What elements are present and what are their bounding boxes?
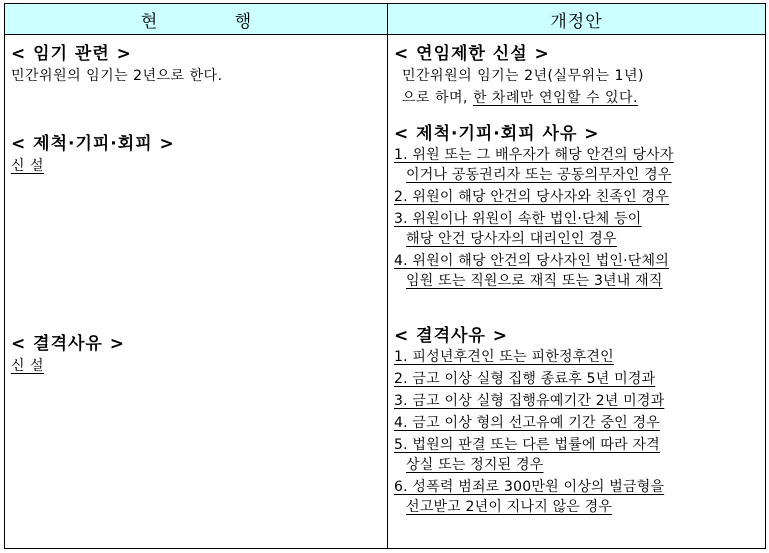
content-row bbox=[5, 35, 766, 549]
disqualification-item-line: 5. 법원의 판결 또는 다른 법률에 따라 자격 bbox=[394, 437, 660, 453]
current-term-section bbox=[11, 43, 383, 87]
revised-column bbox=[388, 35, 766, 549]
disqualification-item-line: 선고받고 2년이 지나지 않은 경우 bbox=[406, 499, 613, 515]
current-recusal-heading: < 제척·기피·회피 > bbox=[11, 134, 175, 154]
recusal-item-line: 해당 안건 당사자의 대리인인 경우 bbox=[406, 231, 617, 247]
current-disqualification-text: 신 설 bbox=[11, 358, 44, 374]
recusal-item-line: 1. 위원 또는 그 배우자가 해당 안건의 당사자 bbox=[394, 147, 674, 163]
disqualification-item bbox=[394, 477, 761, 517]
header-revised: 개정안 bbox=[388, 4, 766, 35]
revised-disqualification-heading: < 결격사유 > bbox=[394, 326, 509, 346]
current-term-text: 민간위원의 임기는 2년으로 한다. bbox=[11, 68, 223, 84]
recusal-item-line: 2. 위원이 해당 안건의 당사자와 친족인 경우 bbox=[394, 189, 669, 205]
header-current: 현 행 bbox=[5, 4, 388, 35]
recusal-item-line: 4. 위원이 해당 안건의 당사자인 법인·단체의 bbox=[394, 253, 669, 269]
comparison-table bbox=[4, 3, 766, 549]
current-disqualification-section bbox=[11, 333, 383, 377]
disqualification-item-line: 2. 금고 이상 실형 집행 종료후 5년 미경과 bbox=[394, 371, 656, 387]
current-disqualification-heading: < 결격사유 > bbox=[11, 334, 126, 354]
disqualification-item bbox=[394, 369, 761, 389]
disqualification-item bbox=[394, 347, 761, 367]
revised-disqualification-section bbox=[394, 325, 761, 519]
revised-term-line1: 민간위원의 임기는 2년(실무위는 1년) bbox=[402, 68, 644, 84]
disqualification-item-line: 3. 금고 이상 실형 집행유예기간 2년 미경과 bbox=[394, 393, 665, 409]
recusal-item bbox=[394, 187, 761, 207]
recusal-item-line: 임원 또는 직원으로 재직 또는 3년내 재직 bbox=[406, 273, 663, 289]
disqualification-item bbox=[394, 391, 761, 411]
disqualification-item bbox=[394, 413, 761, 433]
revised-term-line2 bbox=[394, 87, 761, 109]
revised-term-heading: < 연임제한 신설 > bbox=[394, 44, 550, 64]
disqualification-item bbox=[394, 435, 761, 475]
recusal-item-line: 3. 위원이나 위원이 속한 법인·단체 등이 bbox=[394, 211, 642, 227]
current-recusal-text: 신 설 bbox=[11, 158, 44, 174]
revised-recusal-heading: < 제척·기피·회피 사유 > bbox=[394, 124, 600, 144]
header-row bbox=[5, 4, 766, 35]
recusal-item bbox=[394, 209, 761, 249]
revised-term-line2-plain: 으로 하며, bbox=[402, 90, 473, 106]
recusal-item-line: 이거나 공동권리자 또는 공동의무자인 경우 bbox=[406, 167, 672, 183]
revised-recusal-section bbox=[394, 123, 761, 293]
disqualification-item-line: 1. 피성년후견인 또는 피한정후견인 bbox=[394, 349, 614, 365]
current-term-heading: < 임기 관련 > bbox=[11, 44, 132, 64]
revised-term-line2-underlined: 한 차례만 연임할 수 있다. bbox=[472, 90, 638, 106]
recusal-item bbox=[394, 251, 761, 291]
recusal-item bbox=[394, 145, 761, 185]
current-recusal-section bbox=[11, 133, 383, 177]
disqualification-item-line: 상실 또는 정지된 경우 bbox=[406, 457, 544, 473]
disqualification-item-line: 6. 성폭력 범죄로 300만원 이상의 벌금형을 bbox=[394, 479, 665, 495]
disqualification-item-line: 4. 금고 이상 형의 선고유예 기간 중인 경우 bbox=[394, 415, 660, 431]
revised-term-section bbox=[394, 43, 761, 109]
current-column bbox=[5, 35, 388, 549]
